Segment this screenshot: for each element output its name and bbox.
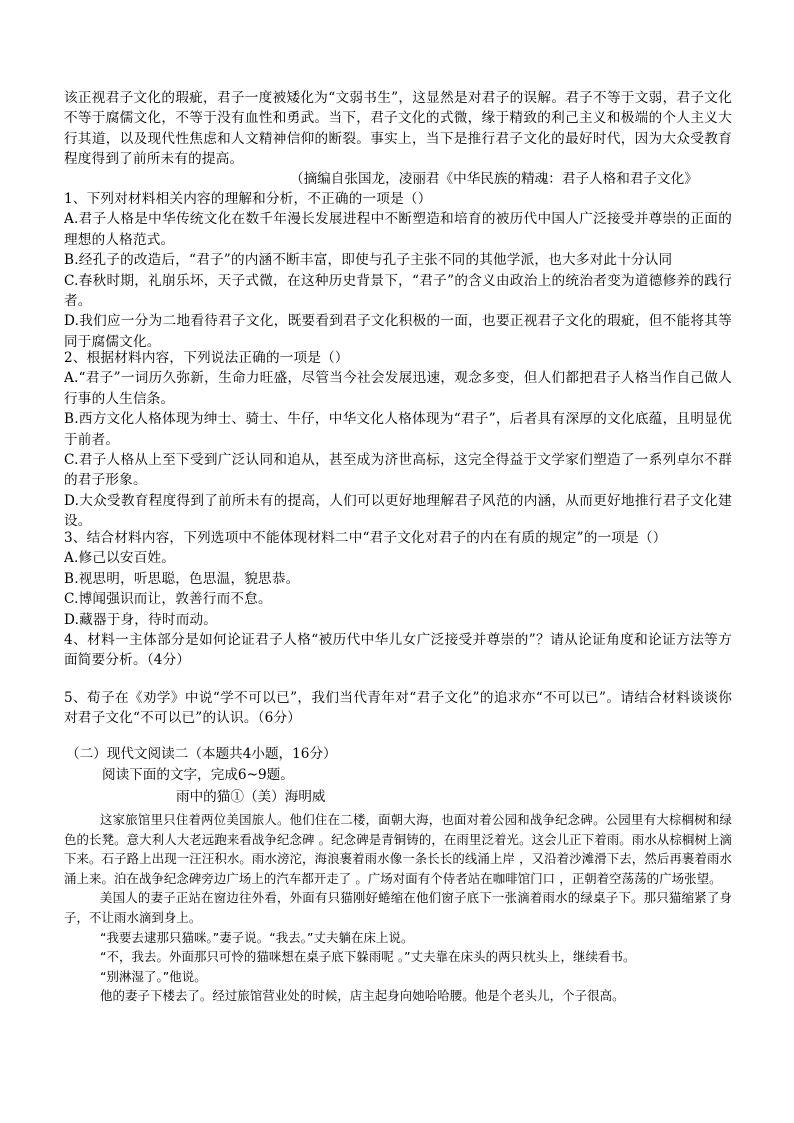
option-c: C.博闻强识而让，敦善行而不怠。 [64,591,272,608]
story-paragraph: 美国人的妻子正站在窗边往外看，外面有只猫刚好蜷缩在他们窗子底下一张滴着雨水的绿桌子下。那只猫缩紧了身子，不让雨水滴到身上。 [64,890,732,925]
question-2 [64,348,732,532]
question-1 [64,189,732,352]
question-3 [64,528,732,630]
story-body [64,810,732,1006]
option-a: A.“君子”一词历久弥新，生命力旺盛，尽管当今社会发展迅速，观念多变，但人们都把君子人格当作自己做人行事的人生信条。 [64,370,732,407]
option-d: D.我们应一分为二地看待君子文化，既要看到君子文化积极的一面，也要正视君子文化的瑕疵，但不能将其等同于腐儒文化。 [64,313,732,350]
question-5: 5、荀子在《劝学》中说“学不可以已”，我们当代青年对“君子文化”的追求亦“不可以已”。请结合材料谈谈你对君子文化“不可以已”的认识。（6分） [64,690,732,727]
story-title: 雨中的猫①（美）海明威 [176,789,326,805]
option-c: C.春秋时期，礼崩乐坏，天子式微，在这种历史背景下，“君子”的含义由政治上的统治者变为道德修养的践行者。 [64,272,732,310]
question-4: 4、材料一主体部分是如何论证君子人格“被历代中华儿女广泛接受并尊崇的”？请从论证角度和论证方法等方面简要分析。（4分） [64,632,732,669]
question-stem: 2、根据材料内容，下列说法正确的一项是（） [64,350,349,366]
story-paragraph: “不，我去。外面那只可怜的猫咪想在桌子底下躲雨呢 。”丈夫靠在床头的两只枕头上，继续看书。 [100,949,636,965]
option-a: A.修己以安百姓。 [64,550,176,567]
story-paragraph: “我要去逮那只猫咪。”妻子说。“我去。”丈夫躺在床上说。 [100,929,414,945]
option-d: D.大众受教育程度得到了前所未有的提高，人们可以更好地理解君子风范的内涵，从而更好地推行君子文化建设。 [64,492,732,530]
option-a: A.君子人格是中华传统文化在数千年漫长发展进程中不断塑造和培育的被历代中国人广泛接受并尊崇的正面的理想的人格范式。 [64,211,732,248]
question-stem: 3、结合材料内容，下列选项中不能体现材料二中“君子文化对君子的内在有质的规定”的一项是（） [64,530,667,546]
section-instruction: 阅读下面的文字，完成6~9题。 [102,767,294,783]
section-heading: （二）现代文阅读二（本题共4小题，16分） [66,746,337,762]
option-d: D.藏器于身，待时而动。 [64,611,218,628]
question-stem: 1、下列对材料相关内容的理解和分析，不正确的一项是（） [64,191,432,207]
passage-paragraph: 该正视君子文化的瑕疵，君子一度被矮化为“文弱书生”，这显然是对君子的误解。君子不等于文弱，君子文化不等于腐儒文化，不等于没有血性和勇武。当下，君子文化的式微，缘于精致的利己主义和极端的个人主义大行其道，以及现代性焦虑和人文精神信仰的断裂。事实上，当下是推行君子文化的最好时代，因为大众受教育程度得到了前所未有的提高。 [64,90,732,168]
source-citation: （摘编自张国龙，凌丽君《中华民族的精魂：君子人格和君子文化》 [290,171,698,187]
story-paragraph: “别淋湿了。”他说。 [100,968,207,984]
option-b: B.视思明，听思聪，色思温，貌思恭。 [64,570,300,587]
option-c: C.君子人格从上至下受到广泛认同和追从，甚至成为济世高标，这完全得益于文学家们塑造了一系列卓尔不群的君子形象。 [64,452,732,489]
story-paragraph: 这家旅馆里只住着两位美国旅人。他们住在二楼，面朝大海，也面对着公园和战争纪念碑。公园里有大棕榈树和绿色的长凳。意大利人大老远跑来看战争纪念碑 。纪念碑是青铜铸的，在雨里泛着光。这会儿正下着雨。雨水从棕榈树上滴下来。石子路上出现一汪汪积水。雨水滂沱，海浪裹着雨水像一条长长的线涌上岸 ，又沿着沙滩滑下去，然后再裹着雨水涌上来。泊在战争纪念碑旁边广场上的汽车都开走了 。广场对面有个侍者站在咖啡馆门口 ，正朝着空荡荡的广场张望。 [64,812,732,886]
story-paragraph: 他的妻子下楼去了。经过旅馆营业处的时候，店主起身向她哈哈腰。他是个老头儿，个子很高。 [100,988,625,1004]
option-b: B.经孔子的改造后，“君子”的内涵不断丰富，即使与孔子主张不同的其他学派，也大多对此十分认同 [64,252,673,269]
option-b: B.西方文化人格体现为绅士、骑士、牛仔，中华文化人格体现为“君子”，后者具有深厚的文化底蕴，且明显优于前者。 [64,411,732,448]
